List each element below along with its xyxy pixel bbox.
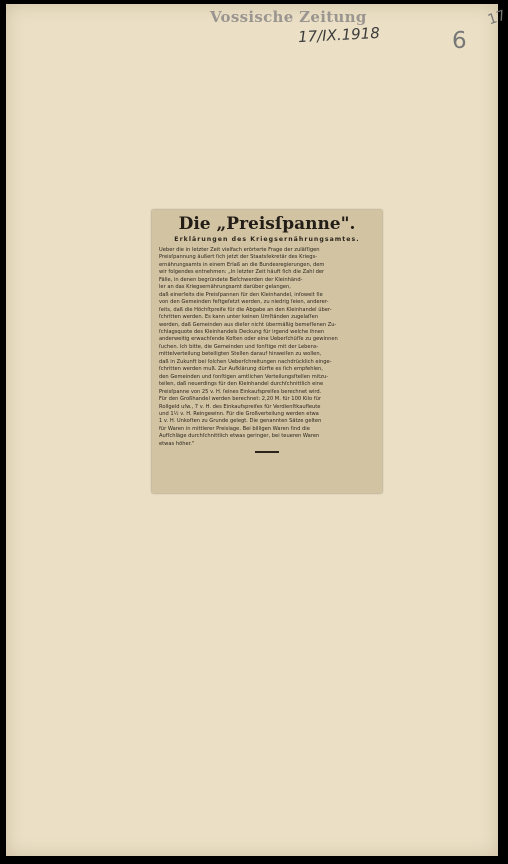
handwritten-date: 17/IX.1918	[297, 23, 381, 47]
article-line: wir folgendes entnehmen: „In letzter Zeit häuft ſich die Zahl der	[159, 269, 325, 276]
article-line: ler an das Kriegsernährungsamt darüber gelangen,	[159, 284, 291, 291]
article-line: für Waren in mittlerer Preislage. Bei billigen Waren ſind die	[159, 425, 310, 432]
article-line: daß einerſeits die Preisſpannen für den Kleinhandel, inſoweit ſie	[159, 291, 323, 298]
article-line: ernährungsamts in einem Erlaß an die Bundesregierungen, dem	[159, 261, 325, 268]
handwritten-corner-mark: 17	[485, 7, 508, 29]
article-line: und 1½ v. H. Reingewinn. Für die Großverteilung werden etwa	[159, 410, 319, 417]
newspaper-stamp: Vossische Zeitung	[210, 8, 367, 26]
article-line: daß in Zukunft bei ſolchen Ueberſchreitungen nachdrücklich einge-	[159, 358, 332, 365]
article-line: Fälle, in denen begründete Beſchwerden der Kleinhänd-	[159, 276, 303, 283]
newspaper-clipping	[152, 210, 382, 493]
article-line: teilen, daß neuerdings für den Kleinhandel durchſchnittlich eine	[159, 381, 324, 388]
article-line: anderweitig erwachſende Koſten oder eine Ueberſchüſſe zu gewinnen	[159, 336, 338, 343]
article-line: ſchritten werden. Es kann unter keinen Umſtänden zugelaſſen	[159, 314, 319, 321]
article-line: Aufſchläge durchſchnittlich etwas geringer, bei teueren Waren	[159, 433, 320, 440]
article-line: Rollgeld uſw., 7 v. H. des Einkaufspreiſes für Verdienſtkaufleute	[159, 403, 321, 410]
article-line: Preisſpanne von 25 v. H. ſeines Einkaufspreiſes berechnet wird.	[159, 388, 322, 395]
article-line: ſeits, daß die Höchſtpreiſe für die Abgabe an den Kleinhandel über-	[159, 306, 332, 313]
article-line: Preisſpannung äußert ſich jetzt der Staatsſekretär des Kriegs-	[159, 254, 317, 261]
handwritten-page-mark: 6	[452, 28, 467, 54]
article-line: den Gemeinden und ſonſtigen amtlichen Verteilungsſtellen mitzu-	[159, 373, 329, 380]
article-line: ſchlagsquote des Kleinhandels Deckung für irgend welche ihnen	[159, 328, 325, 335]
article-line: etwas höher."	[159, 440, 195, 447]
article-line: 1 v. H. Unkoſten zu Grunde gelegt. Die genannten Sätze gelten	[159, 418, 322, 425]
end-rule	[255, 451, 279, 453]
article-title: Die „Preisſpanne".	[178, 214, 356, 234]
article-subtitle: Erklärungen des Kriegsernährungsamtes.	[174, 236, 360, 243]
article-body	[159, 247, 377, 448]
article-line: werden, daß Gemeinden aus dieſer nicht übermäßig bemeſſenen Zu-	[159, 321, 337, 328]
article-line: von den Gemeinden feſtgeſetzt werden, zu niedrig ſeien, anderer-	[159, 299, 329, 306]
article-line: ſchritten werden muß. Zur Aufklärung dürfte es ſich empfehlen,	[159, 366, 323, 373]
article-line: mittelverteilung beteiligten Stellen darauf hinweiſen zu wollen,	[159, 351, 322, 358]
article-line: ſuchen. Ich bitte, die Gemeinden und ſonſtige mit der Lebens-	[159, 343, 319, 350]
article-line: Für den Großhandel werden berechnet: 2,20 M. für 100 Kilo für	[159, 396, 321, 403]
archive-sheet	[6, 4, 508, 856]
article-line: Ueber die in letzter Zeit vielfach erörterte Frage der zuläſſigen	[159, 247, 320, 253]
